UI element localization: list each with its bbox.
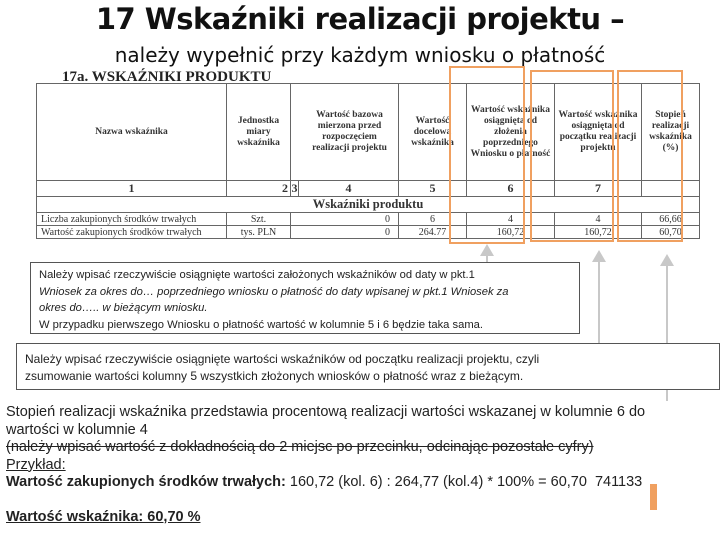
col-number: 7 (555, 181, 642, 197)
note-line: wartości w kolumnie 4 (6, 421, 148, 438)
note-box-column7 (0, 401, 720, 540)
note-line: Stopień realizacji wskaźnika przedstawia procentową realizacji wartości wskazanej w kolumnie 6 do (6, 404, 646, 420)
col-number: 4 (299, 181, 399, 197)
highlight-column-5 (449, 66, 525, 244)
cell-base: 0 (291, 226, 399, 239)
note-line: zsumowanie wartości kolumny 5 wszystkich złożonych wniosków o płatność wraz z bieżącym. (25, 369, 524, 383)
col-header-base: Wartość bazowa mierzona przed rozpoczęciem realizacji projektu (291, 84, 399, 181)
col-number: 1 (37, 181, 227, 197)
arrow-head-col6 (592, 250, 606, 262)
result-line: Wartość wskaźnika: 60,70 % (6, 508, 201, 525)
col-header-since-last: Wartość wskaźnika osiągnięta od złożenia poprzedniego Wniosku o płatność (467, 84, 555, 181)
cell-v5: 4 (467, 213, 555, 226)
col-header-percent: Stopień realizacji wskaźnika (%) (642, 84, 700, 181)
slide-title: 17 Wskaźniki realizacji projektu – (95, 2, 625, 36)
note-line: W przypadku pierwszego Wniosku o płatność wartość w kolumnie 5 i 6 będzie taka sama. (39, 318, 483, 331)
cell-unit: tys. PLN (227, 226, 291, 239)
highlight-column-6 (530, 70, 614, 242)
cell-name: Wartość zakupionych środków trwałych (37, 226, 227, 239)
example-tail: 741133 (594, 474, 643, 490)
example-bold: Wartość zakupionych środków trwałych: (6, 474, 286, 490)
col-number: 6 (467, 181, 555, 197)
example-calc: 160,72 (kol. 6) : 264,77 (kol.4) * 100% = 60,70 (285, 474, 587, 490)
cell-unit: Szt. (227, 213, 291, 226)
note-line: Należy wpisać rzeczywiście osiągnięte wartości założonych wskaźników od daty w pkt.1 (39, 269, 475, 281)
cell-base: 0 (291, 213, 399, 226)
note-box-column5 (30, 262, 580, 334)
example-label: Przykład: (6, 456, 66, 473)
note-line: (należy wpisać wartość z dokładnością do 2 miejsc po przecinku, odcinając pozostałe cyfry) (6, 439, 594, 455)
arrow-head-col5 (480, 244, 494, 256)
cell-name: Liczba zakupionych środków trwałych (37, 213, 227, 226)
col-header-name: Nazwa wskaźnika (37, 84, 227, 181)
cell-v7: 66,66 (642, 213, 700, 226)
col-number: 5 (399, 181, 467, 197)
section-title: 17a. WSKAŹNIKI PRODUKTU (62, 69, 272, 85)
cell-v7: 60,70 (642, 226, 700, 239)
cell-target: 6 (399, 213, 467, 226)
highlight-column-7 (617, 70, 683, 242)
col-header-target: Wartość docelowa wskaźnika (399, 84, 467, 181)
note-line: Należy wpisać rzeczywiście osiągnięte wartości wskaźników od początku realizacji projektu, czyli (25, 352, 540, 366)
cell-v5: 160,72 (467, 226, 555, 239)
orange-marker (650, 484, 657, 510)
example-line (6, 474, 714, 492)
col-header-unit: Jednostka miary wskaźnika (227, 84, 291, 181)
cell-v6: 4 (555, 213, 642, 226)
note-line: Wniosek za okres do… poprzedniego wniosku o płatność do daty wpisanej w pkt.1 Wniosek za (39, 285, 509, 298)
note-box-column6 (16, 343, 720, 390)
col-number: 3 (291, 181, 298, 195)
slide-subtitle: należy wypełnić przy każdym wniosku o płatność (114, 43, 606, 67)
cell-target: 264.77 (399, 226, 467, 239)
cell-v6: 160,72 (555, 226, 642, 239)
arrow-to-col6 (598, 258, 600, 344)
arrow-head-col7 (660, 254, 674, 266)
col-number: 2 (227, 181, 291, 197)
col-header-since-start: Wartość wskaźnika osiągnięta od początku realizacji projektu (555, 84, 642, 181)
section-label: Wskaźniki produktu (37, 197, 700, 213)
note-line: okres do….. w bieżącym wniosku. (39, 302, 208, 314)
